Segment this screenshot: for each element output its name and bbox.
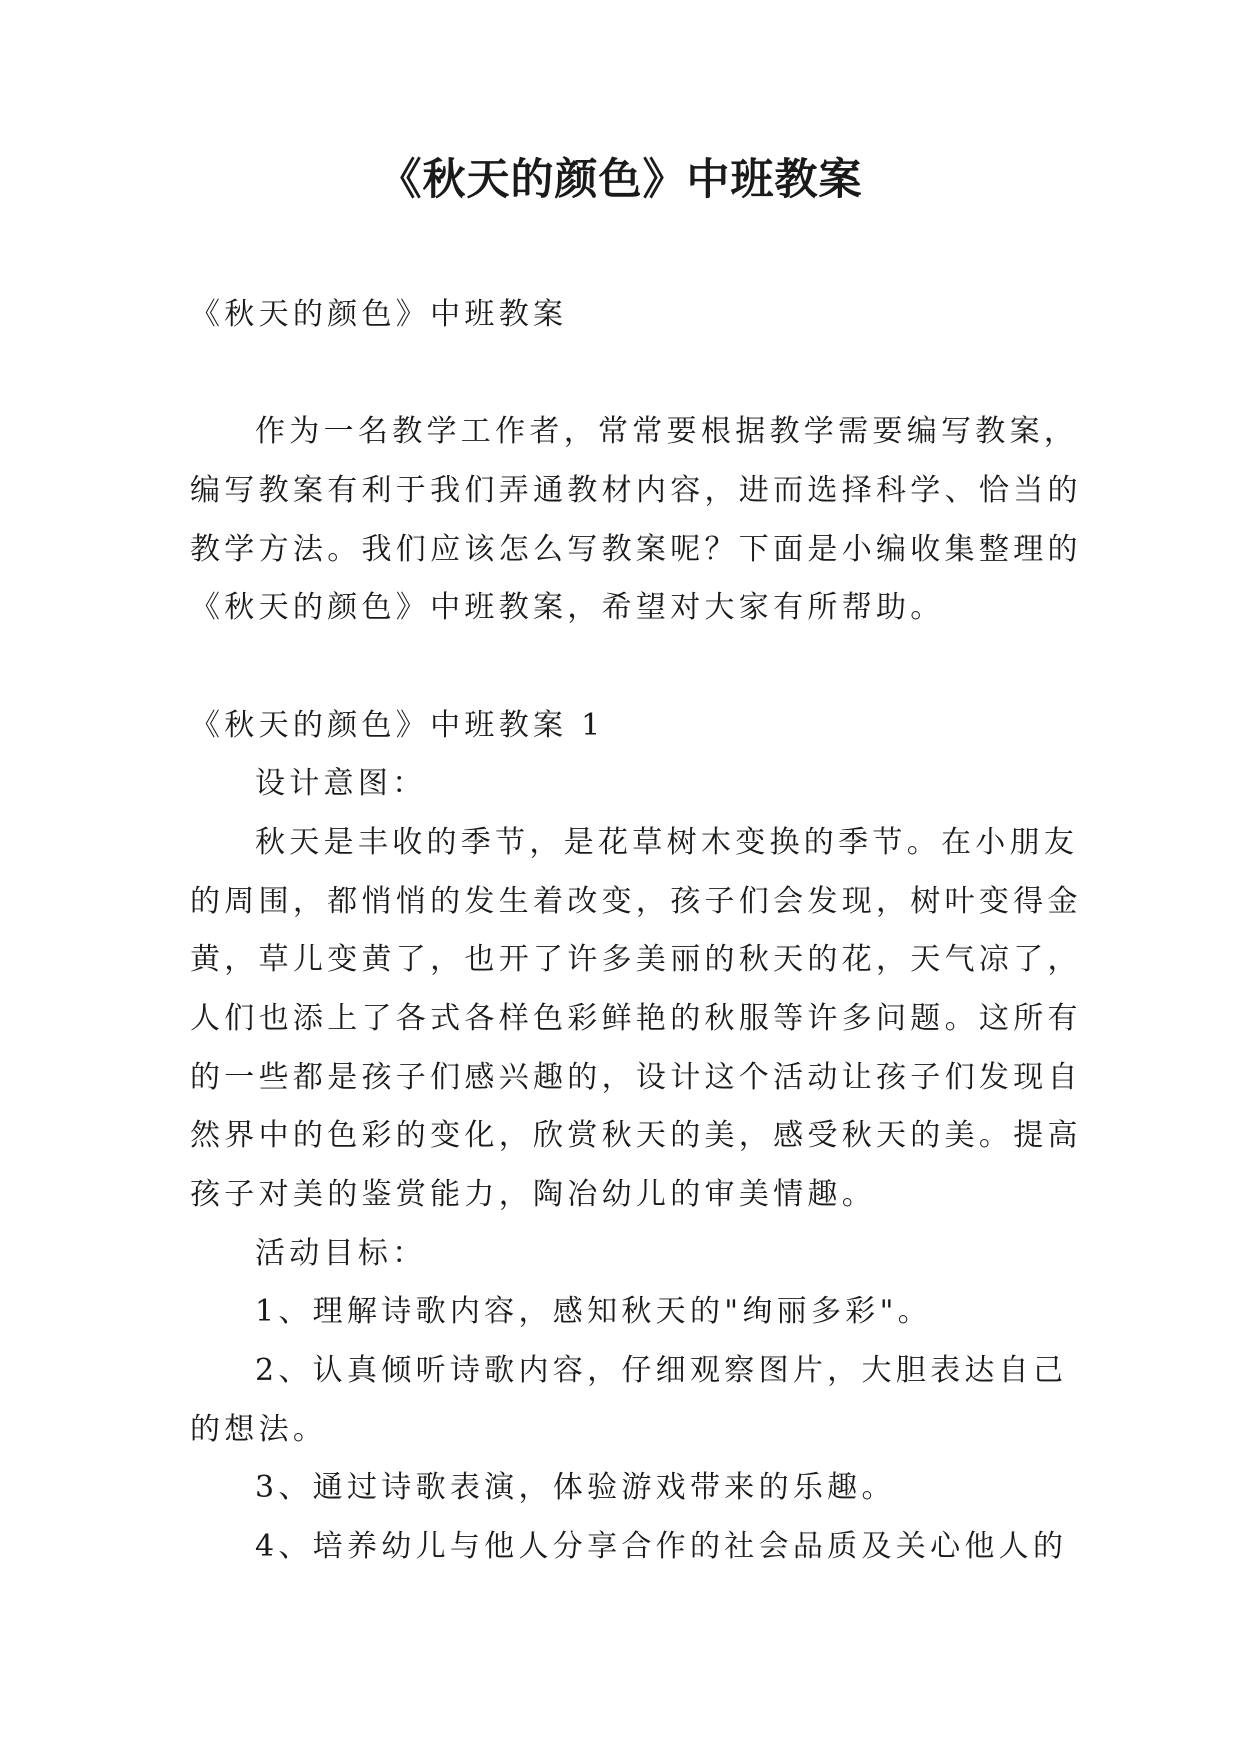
design-intent-line: 孩子对美的鉴赏能力，陶冶幼儿的审美情趣。 [190, 1177, 876, 1212]
design-intent-line: 人们也添上了各式各样色彩鲜艳的秋服等许多问题。这所有 [190, 1001, 1082, 1036]
design-intent-line: 的周围，都悄悄的发生着改变，孩子们会发现，树叶变得金 [190, 884, 1082, 919]
intro-line: 教学方法。我们应该怎么写教案呢？下面是小编收集整理的 [190, 532, 1082, 567]
design-intent-line: 然界中的色彩的变化，欣赏秋天的美，感受秋天的美。提高 [190, 1118, 1082, 1153]
design-intent-label: 设计意图： [255, 766, 427, 801]
goal-line: 4、培养幼儿与他人分享合作的社会品质及关心他人的 [255, 1529, 1068, 1564]
section-heading: 《秋天的颜色》中班教案 1 [190, 708, 605, 743]
design-intent-line: 黄，草儿变黄了，也开了许多美丽的秋天的花，天气凉了， [190, 942, 1082, 977]
document-subtitle: 《秋天的颜色》中班教案 [190, 297, 568, 332]
document-title: 《秋天的颜色》中班教案 [378, 155, 863, 205]
goal-line: 3、通过诗歌表演，体验游戏带来的乐趣。 [255, 1470, 896, 1505]
goal-line: 2、认真倾听诗歌内容，仔细观察图片，大胆表达自己 [255, 1353, 1068, 1388]
intro-line: 《秋天的颜色》中班教案，希望对大家有所帮助。 [190, 590, 945, 625]
design-intent-line: 的一些都是孩子们感兴趣的，设计这个活动让孩子们发现自 [190, 1060, 1082, 1095]
intro-line: 作为一名教学工作者，常常要根据教学需要编写教案， [255, 414, 1079, 449]
goals-label: 活动目标： [255, 1236, 427, 1271]
goal-line: 1、理解诗歌内容，感知秋天的"绚丽多彩"。 [255, 1294, 932, 1329]
design-intent-line: 秋天是丰收的季节，是花草树木变换的季节。在小朋友 [255, 825, 1079, 860]
intro-line: 编写教案有利于我们弄通教材内容，进而选择科学、恰当的 [190, 473, 1082, 508]
goal-line: 的想法。 [190, 1412, 328, 1447]
